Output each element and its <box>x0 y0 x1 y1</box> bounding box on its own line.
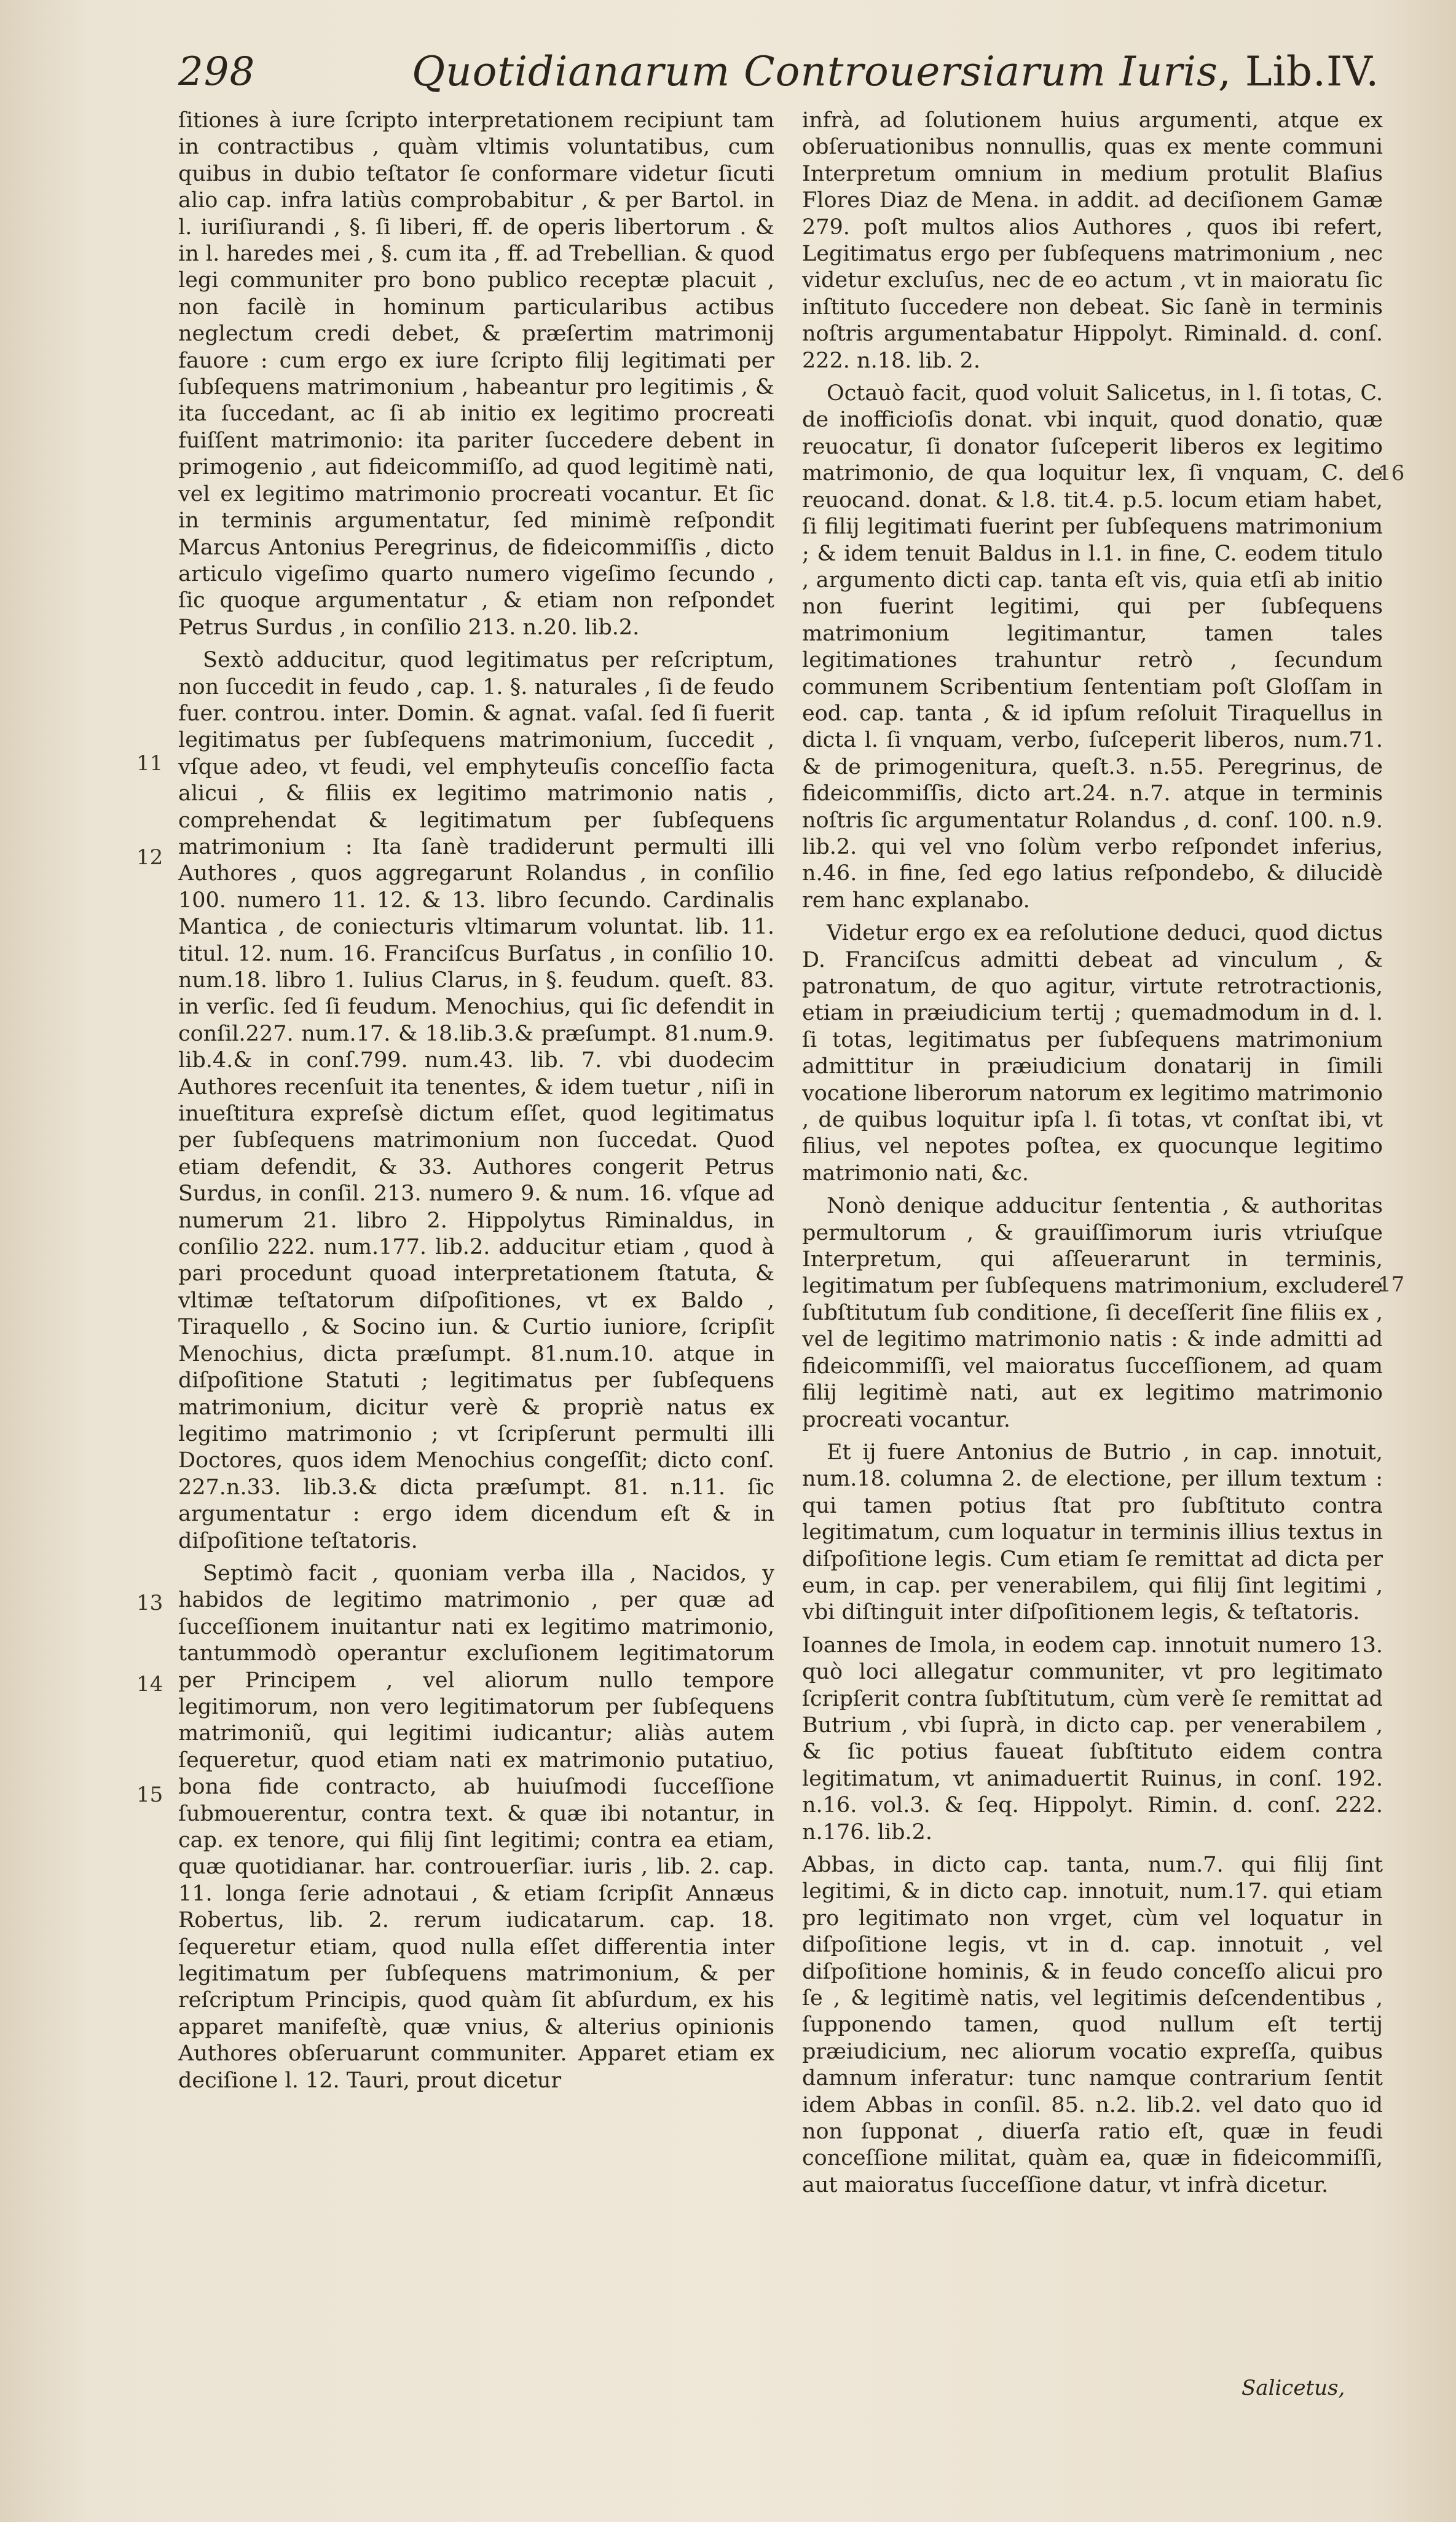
margin-number: 14 <box>136 1672 163 1696</box>
running-title-text: Quotidianarum Controuersiarum Iuris <box>412 48 1218 95</box>
paragraph: Sextò adducitur, quod legitimatus per reſcriptum, non ſuccedit in feudo , cap. 1. §. naturales , ſi de feudo fuer. controu. inter. Domin. & agnat. vaſal. ſed ſi fuerit legitimatus per ſubſequens matrimonium, ſuccedit , vſque adeo, vt feudi, vel emphyteuſis conceſſio facta alicui , & filiis ex legitimo matrimonio natis , comprehendat & legitimatum per ſubſequens matrimonium : Ita ſanè tradiderunt permulti illi Authores , quos aggregarunt Rolandus , in conſilio 100. numero 11. 12. & 13. libro ſecundo. Cardinalis Mantica , de coniecturis vltimarum voluntat. lib. 11. titul. 12. num. 16. Franciſcus Burſatus , in conſilio 10. num.18. libro 1. Iulius Clarus, in §. feudum. queſt. 83. in verſic. ſed ſi feudum. Menochius, qui ſic defendit in conſil.227. num.17. & 18.lib.3.& præſumpt. 81.num.9. lib.4.& in conſ.799. num.43. lib. 7. vbi duodecim Authores recenſuit ita tenentes, & idem tuetur , niſi in inueſtitura expreſsè dictum eſſet, quod legitimatus per ſubſequens matrimonium non ſuccedat. Quod etiam defendit, & 33. Authores congerit Petrus Surdus, in conſil. 213. numero 9. & num. 16. vſque ad numerum 21. libro 2. Hippolytus Riminaldus, in conſilio 222. num.177. lib.2. adducitur etiam , quod à pari procedunt quoad interpretationem ſtatuta, & vltimæ teſtatorum diſpoſitiones, vt ex Baldo , Tiraquello , & Socino iun. & Curtio iuniore, ſcripſit Menochius, dicta præſumpt. 81.num.10. atque in diſpoſitione Statuti ; legitimatus per ſubſequens matrimonium, dicitur verè & propriè natus ex legitimo matrimonio ; vt ſcripſerunt permulti illi Doctores, quos idem Menochius congeſſit; dicto conſ. 227.n.33. lib.3.& dicta præſumpt. 81. n.11. ſic argumentatur : ergo idem dicendum eſt & in diſpoſitione teſtatoris. <box>178 648 774 1553</box>
paragraph: Octauò facit, quod voluit Salicetus, in l. ſi totas, C. de inofficioſis donat. vbi inquit, quod donatio, quæ reuocatur, ſi donator ſuſceperit liberos ex legitimo matrimonio, de qua loquitur lex, ſi vnquam, C. de reuocand. donat. & l.8. tit.4. p.5. locum etiam habet, ſi filij legitimati fuerint per ſubſequens matrimonium ; & idem tenuit Baldus in l.1. in fine, C. eodem titulo , argumento dicti cap. tanta eſt vis, quia etſi ab initio non fuerint legitimi, qui per ſubſequens matrimonium legitimantur, tamen tales legitimationes trahuntur retrò , ſecundum communem Scribentium ſententiam poſt Gloſſam in eod. cap. tanta , & id ipſum reſoluit Tiraquellus in dicta l. ſi vnquam, verbo, ſuſceperit liberos, num.71. & de primogenitura, queſt.3. n.55. Peregrinus, de fideicommiſſis, dicto art.24. n.7. atque in terminis noſtris ſic argumentatur Rolandus , d. conſ. 100. n.9. lib.2. qui vel vno ſolùm verbo reſpondet inferius, n.46. in fine, ſed ego latius reſpondebo, & dilucidè rem hanc explanabo. <box>802 381 1383 913</box>
margin-number: 15 <box>136 1783 163 1807</box>
paragraph: Septimò facit , quoniam verba illa , Nacidos, y habidos de legitimo matrimonio , per quæ ad ſucceſſionem inuitantur nati ex legitimo matrimonio, tantummodò operantur excluſionem legitimatorum per Principem , vel aliorum nullo tempore legitimorum, non vero legitimatorum per ſubſequens matrimoniũ, qui legitimi iudicantur; aliàs autem ſequeretur, quod etiam nati ex matrimonio putatiuo, bona fide contracto, ab huiuſmodi ſucceſſione ſubmouerentur, contra text. & quæ ibi notantur, in cap. ex tenore, qui filij ſint legitimi; contra ea etiam, quæ quotidianar. har. controuerſiar. iuris , lib. 2. cap. 11. longa ſerie adnotaui , & etiam ſcripſit Annæus Robertus, lib. 2. rerum iudicatarum. cap. 18. ſequeretur etiam, quod nulla eſſet differentia inter legitimatum per ſubſequens matrimonium, & per reſcriptum Principis, quod quàm ſit abſurdum, ex his apparet manifeſtè, quæ vnius, & alterius opinionis Authores obſeruarunt communiter. Apparet etiam ex deciſione l. 12. Tauri, prout dicetur <box>178 1561 774 2093</box>
catchword: Salicetus, <box>1242 2376 1345 2400</box>
paragraph: Videtur ergo ex ea reſolutione deduci, quod dictus D. Franciſcus admitti debeat ad vinculum , & patronatum, de quo agitur, virtute retrotractionis, etiam in præiudicium tertij ; quemadmodum in d. l. ſi totas, legitimatus per ſubſequens matrimonium admittitur in præiudicium donatarij in ſimili vocatione liberorum natorum ex legitimo matrimonio , de quibus loquitur ipſa l. ſi totas, vt conſtat ibi, vt filius, vel nepotes poſtea, ex quocunque legitimo matrimonio nati, &c. <box>802 921 1383 1186</box>
margin-number: 11 <box>136 751 163 776</box>
margin-number: 13 <box>136 1591 163 1615</box>
left-column <box>178 108 774 2094</box>
book-label: , Lib.IV. <box>1218 48 1380 95</box>
margin-number: 17 <box>1378 1272 1405 1297</box>
margin-number: 16 <box>1378 461 1405 486</box>
page-number: 298 <box>178 49 256 95</box>
paragraph: infrà, ad ſolutionem huius argumenti, atque ex obſeruationibus nonnullis, quas ex mente communi Interpretum omnium in medium protulit Blaſius Flores Diaz de Mena. in addit. ad deciſionem Gamæ 279. poſt multos alios Authores , quos ibi refert, Legitimatus ergo per ſubſequens matrimonium , nec videtur excluſus, nec de eo actum , vt in maioratu ſic inſtituto ſuccedere non debeat. Sic ſanè in terminis noſtris argumentabatur Hippolyt. Riminald. d. conſ. 222. n.18. lib. 2. <box>802 108 1383 373</box>
page-header <box>178 43 1380 111</box>
margin-number: 12 <box>136 845 163 870</box>
paragraph: Ioannes de Imola, in eodem cap. innotuit numero 13. quò loci allegatur communiter, vt pro legitimato ſcripſerit contra ſubſtitutum, cùm verè ſe remittat ad Butrium , vbi ſuprà, in dicto cap. per venerabilem , & ſic potius faueat ſubſtituto eidem contra legitimatum, vt animaduertit Ruinus, in conſ. 192. n.16. vol.3. & ſeq. Hippolyt. Rimin. d. conſ. 222. n.176. lib.2. <box>802 1633 1383 1845</box>
running-title <box>412 48 1379 95</box>
paragraph: Nonò denique adducitur ſententia , & authoritas permultorum , & grauiſſimorum iuris vtriuſque Interpretum, qui aſſeuerarunt in terminis, legitimatum per ſubſequens matrimonium, excludere ſubſtitutum ſub conditione, ſi deceſſerit ſine filiis ex , vel de legitimo matrimonio natis : & inde admitti ad fideicommiſſi, vel maioratus ſucceſſionem, ad quam filij legitimè nati, aut ex legitimo matrimonio procreati vocantur. <box>802 1194 1383 1432</box>
paragraph: ſitiones à iure ſcripto interpretationem recipiunt tam in contractibus , quàm vltimis voluntatibus, cum quibus in dubio teſtator ſe conformare videtur ſicuti alio cap. infra latiùs comprobabitur , & per Bartol. in l. iuriſiurandi , §. ſi liberi, ff. de operis libertorum . & in l. haredes mei , §. cum ita , ff. ad Trebellian. & quod legi communiter pro bono publico receptæ placuit , non facilè in hominum particularibus actibus neglectum credi debet, & præſertim matrimonij fauore : cum ergo ex iure ſcripto filij legitimati per ſubſequens matrimonium , habeantur pro legitimis , & ita ſuccedant, ac ſi ab initio ex legitimo procreati fuiſſent matrimonio: ita pariter ſuccedere debent in primogenio , aut fideicommiſſo, ad quod legitimè nati, vel ex legitimo matrimonio procreati vocantur. Et ſic in terminis argumentatur, ſed minimè reſpondit Marcus Antonius Peregrinus, de fideicommiſſis , dicto articulo vigeſimo quarto numero vigeſimo ſecundo , ſic quoque argumentatur , & etiam non reſpondet Petrus Surdus , in conſilio 213. n.20. lib.2. <box>178 108 774 640</box>
right-column <box>802 108 1383 2199</box>
paragraph: Abbas, in dicto cap. tanta, num.7. qui filij ſint legitimi, & in dicto cap. innotuit, num.17. qui etiam pro legitimato non vrget, cùm vel loquatur in diſpoſitione legis, vt in d. cap. innotuit , vel diſpoſitione hominis, & in feudo conceſſo alicui pro ſe , & legitimè natis, vel legitimis deſcendentibus , ſupponendo tamen, quod nullum eſt tertij præiudicium, nec aliorum vocatio expreſſa, quibus damnum inferatur: tunc namque contrarium ſentit idem Abbas in conſil. 85. n.2. lib.2. vel dato quo id non ſupponat , diuerſa ratio eſt, quæ in feudi conceſſione militat, quàm ea, quæ in fideicommiſſi, aut maioratus ſucceſſione datur, vt infrà dicetur. <box>802 1853 1383 2197</box>
paragraph: Et ij fuere Antonius de Butrio , in cap. innotuit, num.18. columna 2. de electione, per illum textum : qui tamen potius ſtat pro ſubſtituto contra legitimatum, cum loquatur in terminis illius textus in diſpoſitione legis. Cum etiam ſe remittat ad dicta per eum, in cap. per venerabilem, qui filij ſint legitimi , vbi diſtinguit inter diſpoſitionem legis, & teſtatoris. <box>802 1440 1383 1625</box>
